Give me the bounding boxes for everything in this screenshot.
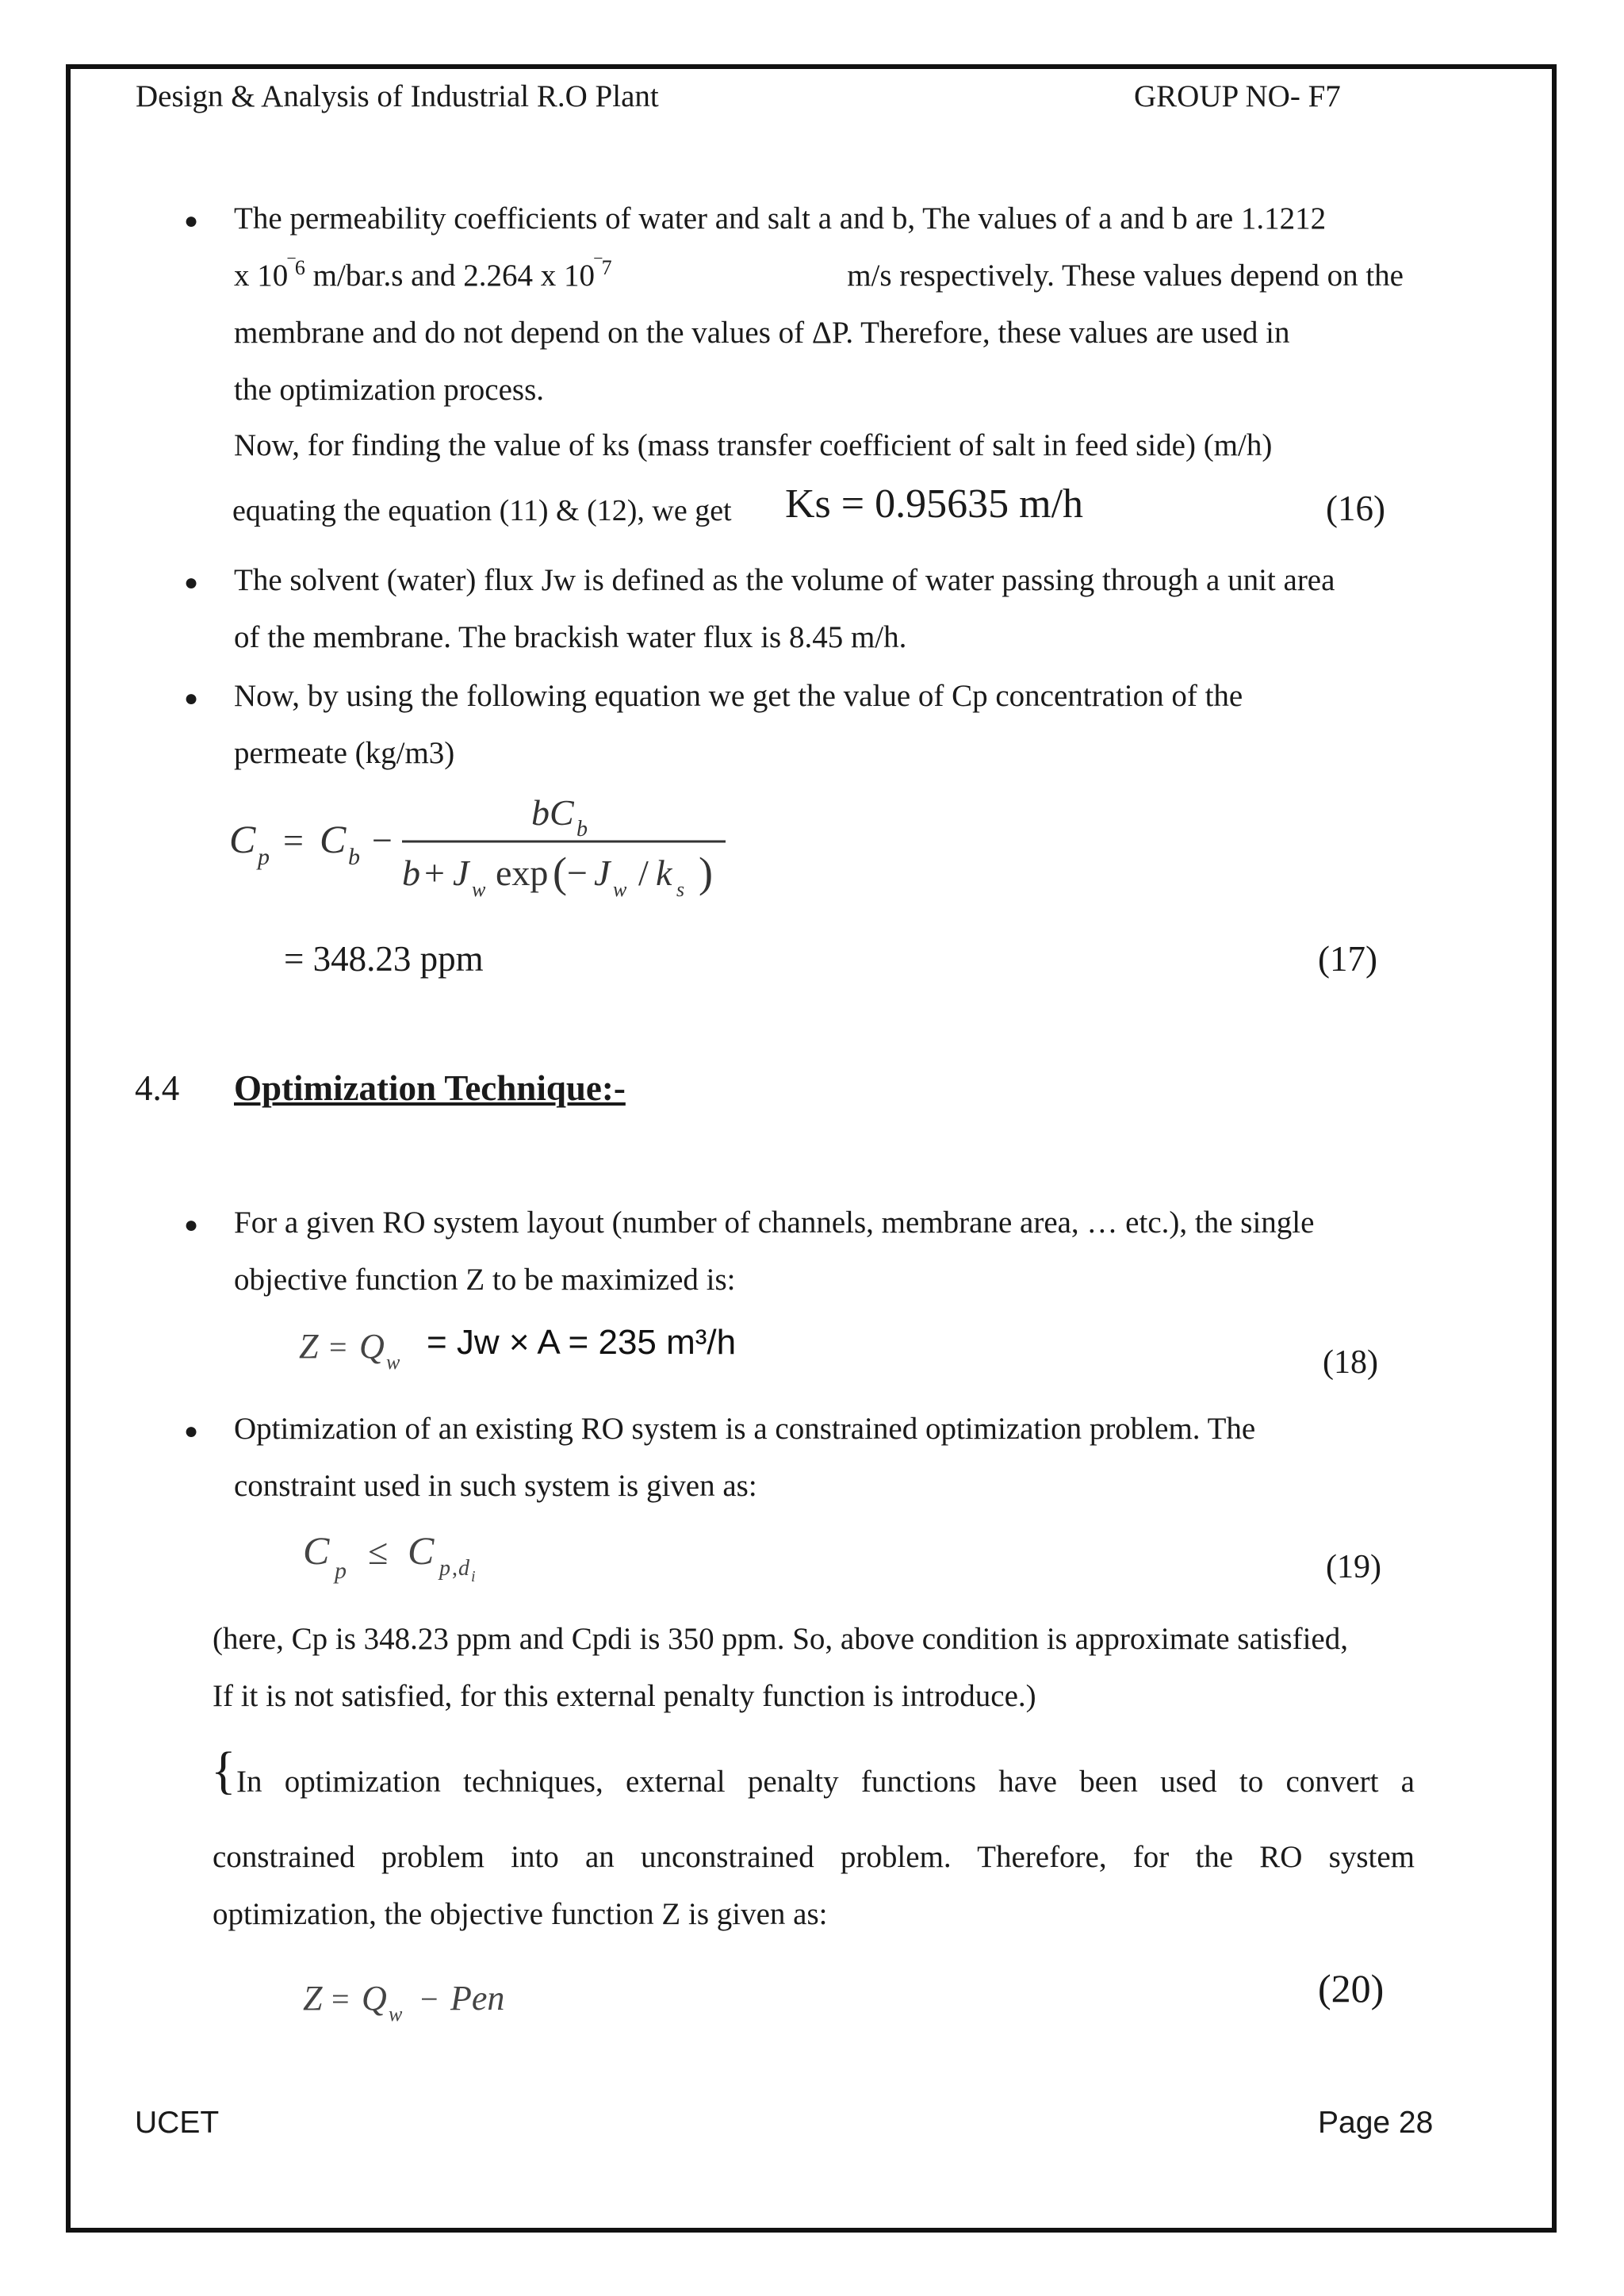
svg-text:≤: ≤ — [368, 1531, 389, 1572]
svg-text:−: − — [420, 1981, 439, 2017]
cp-equation — [226, 785, 741, 904]
bullet-1-line-4: the optimization process. — [234, 373, 544, 407]
svg-text:−: − — [372, 820, 393, 861]
equation-number-16: (16) — [1326, 489, 1385, 528]
equation-number-18: (18) — [1323, 1344, 1378, 1381]
bullet-4-line-1: For a given RO system layout (number of channels, membrane area, … etc.), the single — [234, 1205, 1315, 1240]
bullet-1-line-5: Now, for finding the value of ks (mass transfer coefficient of salt in feed side) (m/h) — [234, 428, 1273, 462]
bullet-5-marker: ● — [184, 1418, 199, 1444]
bullet-4-line-2: objective function Z to be maximized is: — [234, 1263, 736, 1297]
paragraph-line-3: optimization, the objective function Z is given as: — [213, 1897, 828, 1931]
svg-text:+: + — [424, 853, 445, 893]
section-number: 4.4 — [135, 1068, 180, 1108]
bullet-2-line-2: of the membrane. The brackish water flux is 8.45 m/h. — [234, 620, 907, 654]
header-title: Design & Analysis of Industrial R.O Plant — [136, 79, 659, 113]
bullet-2-line-1: The solvent (water) flux Jw is defined as the volume of water passing through a unit area — [234, 563, 1335, 597]
bullet-5-line-2: constraint used in such system is given as: — [234, 1469, 757, 1503]
svg-text:exp: exp — [496, 853, 549, 893]
bullet-3-line-1: Now, by using the following equation we get the value of Cp concentration of the — [234, 679, 1243, 713]
svg-text:d: d — [458, 1556, 469, 1581]
svg-text:bC: bC — [531, 792, 574, 833]
equation-number-20: (20) — [1318, 1966, 1385, 2010]
svg-text:,: , — [452, 1556, 458, 1581]
svg-text:C: C — [408, 1528, 435, 1573]
bullet-3-marker: ● — [184, 685, 199, 711]
svg-text:w: w — [389, 2003, 403, 2026]
svg-text:s: s — [676, 878, 685, 901]
svg-text:J: J — [453, 853, 469, 893]
svg-text:(: ( — [553, 849, 567, 896]
svg-text:C: C — [320, 817, 347, 861]
eq18-rhs: = Jw × A = 235 m³/h — [427, 1323, 737, 1362]
svg-text:w: w — [613, 878, 627, 901]
paragraph-line-1: In optimization techniques, external penalty functions have been used to convert a — [236, 1765, 1415, 1799]
svg-text:/: / — [638, 853, 649, 893]
svg-text:Q: Q — [359, 1327, 385, 1366]
section-title: Optimization Technique:- — [234, 1068, 626, 1108]
svg-text:Z: Z — [299, 1327, 319, 1366]
svg-text:=: = — [329, 1329, 347, 1365]
bullet-1-line-1: The permeability coefficients of water and salt a and b, The values of a and b are 1.1212 — [234, 201, 1327, 236]
bullet-3-line-2: permeate (kg/m3) — [234, 736, 455, 770]
svg-text:i: i — [471, 1568, 476, 1585]
bullet-2-marker: ● — [184, 569, 199, 596]
svg-text:J: J — [594, 853, 611, 893]
footer-page-number: Page 28 — [1318, 2106, 1434, 2140]
equation-number-19: (19) — [1326, 1549, 1381, 1585]
svg-text:p: p — [439, 1556, 450, 1581]
svg-text:−: − — [567, 853, 588, 893]
brace-symbol: { — [211, 1742, 236, 1800]
eq20-objective — [301, 1965, 539, 2037]
svg-text:Pen: Pen — [450, 1979, 505, 2018]
header-group: GROUP NO- F7 — [1134, 79, 1341, 113]
footer-left: UCET — [135, 2106, 220, 2140]
note-line-1: (here, Cp is 348.23 ppm and Cpdi is 350 ppm. So, above condition is approximate satisfied, — [213, 1622, 1348, 1656]
svg-text:=: = — [283, 820, 304, 861]
bullet-5-line-1: Optimization of an existing RO system is a constrained optimization problem. The — [234, 1412, 1256, 1446]
svg-text:b: b — [348, 844, 360, 870]
eq19-constraint — [301, 1523, 508, 1594]
svg-text:Z: Z — [303, 1979, 323, 2018]
equation-number-17: (17) — [1318, 939, 1377, 979]
svg-text:p: p — [258, 844, 270, 870]
note-line-2: If it is not satisfied, for this external penalty function is introduce.) — [213, 1679, 1036, 1713]
svg-text:b: b — [402, 853, 420, 893]
svg-text:w: w — [386, 1351, 400, 1374]
paragraph-line-2: constrained problem into an unconstrained problem. Therefore, for the RO system — [213, 1840, 1415, 1874]
bullet-4-marker: ● — [184, 1212, 199, 1238]
svg-text:Q: Q — [362, 1979, 387, 2018]
ks-value: Ks = 0.95635 m/h — [785, 481, 1084, 527]
bullet-1-line-6: equating the equation (11) & (12), we get — [232, 494, 732, 527]
svg-text:k: k — [656, 853, 672, 893]
cp-result: = 348.23 ppm — [284, 939, 484, 979]
svg-text:p: p — [335, 1558, 347, 1584]
svg-text:w: w — [472, 878, 486, 901]
svg-text:=: = — [331, 1981, 350, 2017]
svg-text:): ) — [699, 849, 713, 896]
bullet-1-line-2: x $10^{‾6}$ m/bar.s and 2.264 x $10^{‾7}$ m/s respectively. These values depend on the — [234, 256, 1404, 293]
svg-text:C: C — [229, 817, 256, 861]
svg-text:C: C — [303, 1528, 330, 1573]
eq18-lhs — [297, 1318, 432, 1382]
bullet-1-line-3: membrane and do not depend on the values of ΔP. Therefore, these values are used in — [234, 316, 1290, 350]
bullet-1-marker: ● — [184, 208, 199, 234]
svg-text:b: b — [576, 817, 588, 841]
